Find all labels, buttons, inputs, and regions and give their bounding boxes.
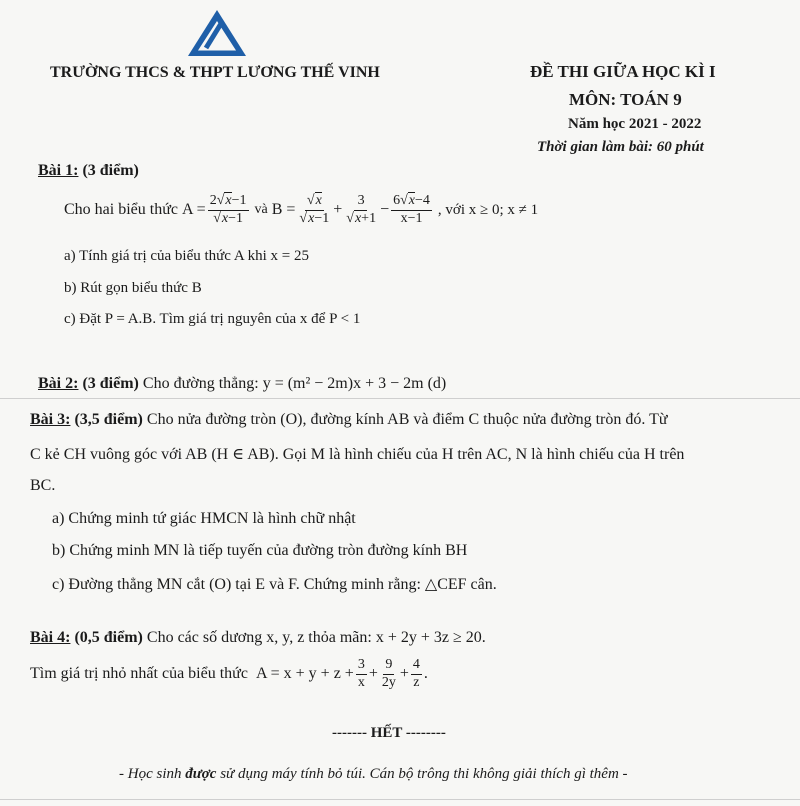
footer-note-bold: được bbox=[185, 766, 217, 782]
bai4-points: (0,5 điểm) bbox=[70, 629, 143, 646]
expr-b-term2: $\frac{3}{√x+1}$ bbox=[346, 193, 377, 226]
school-name: TRƯỜNG THCS & THPT LƯƠNG THẾ VINH bbox=[50, 64, 380, 81]
bai1-title: Bài 1: bbox=[38, 162, 79, 179]
expr-b-label: B = bbox=[271, 201, 296, 218]
bai4-frac-2: $\frac{9}{2y}$ bbox=[381, 657, 396, 690]
bai2-points: (3 điểm) bbox=[78, 375, 139, 392]
bai2-line bbox=[38, 375, 446, 393]
expr-b-term1: $\frac{√x}{√x-1}$ bbox=[299, 193, 330, 226]
exam-title: ĐỀ THI GIỮA HỌC KÌ I bbox=[530, 62, 716, 81]
bai3-question-a: a) Chứng minh tứ giác HMCN là hình chữ nhật bbox=[52, 510, 356, 527]
bai1-question-c: c) Đặt P = A.B. Tìm giá trị nguyên của x để P < 1 bbox=[64, 311, 361, 327]
bai1-condition: , với x ≥ 0; x ≠ 1 bbox=[437, 201, 539, 218]
expr-b-term3: $\frac{6√x-4}{x-1}$ bbox=[393, 193, 430, 226]
bottom-divider bbox=[0, 799, 800, 800]
end-mark: ------- HẾT -------- bbox=[332, 725, 446, 741]
period: . bbox=[423, 665, 428, 682]
bai1-heading bbox=[38, 162, 139, 180]
bai1-question-b: b) Rút gọn biểu thức B bbox=[64, 280, 202, 296]
footer-note: - Học sinh được sử dụng máy tính bỏ túi. Cán bộ trông thi không giải thích gì thêm - bbox=[119, 766, 628, 782]
bai4-line1 bbox=[30, 629, 486, 647]
bai4-text-1: Cho các số dương x, y, z thỏa mãn: x + 2y + 3z ≥ 20. bbox=[142, 629, 486, 646]
plus-sign: + bbox=[368, 665, 378, 682]
and-word: và bbox=[254, 202, 268, 217]
minus-sign: − bbox=[380, 201, 390, 218]
bai3-line3: BC. bbox=[30, 477, 56, 494]
bai4-text-2: Tìm giá trị nhỏ nhất của biểu thức bbox=[30, 665, 248, 682]
bai4-expr-label: A = x + y + z + bbox=[255, 665, 354, 682]
bai2-text: Cho đường thẳng: y = (m² − 2m)x + 3 − 2m (d) bbox=[138, 375, 447, 392]
school-logo bbox=[186, 8, 248, 60]
expr-a-label: A = bbox=[181, 201, 206, 218]
bai3-title: Bài 3: bbox=[30, 411, 71, 428]
bai1-points: (3 điểm) bbox=[78, 162, 139, 179]
bai3-question-c: c) Đường thẳng MN cắt (O) tại E và F. Chứng minh rằng: △CEF cân. bbox=[52, 576, 497, 593]
bai3-line2: C kẻ CH vuông góc với AB (H ∈ AB). Gọi M là hình chiếu của H trên AC, N là hình chiếu của H trên bbox=[30, 446, 685, 463]
bai4-frac-3: $\frac{4}{z}$ bbox=[412, 657, 420, 690]
exam-subject: MÔN: TOÁN 9 bbox=[569, 90, 682, 109]
bai3-text-1: Cho nửa đường tròn (O), đường kính AB và điểm C thuộc nửa đường tròn đó. Từ bbox=[142, 411, 668, 428]
school-year: Năm học 2021 - 2022 bbox=[568, 116, 702, 132]
bai3-points: (3,5 điểm) bbox=[70, 411, 143, 428]
bai3-question-b: b) Chứng minh MN là tiếp tuyến của đường tròn đường kính BH bbox=[52, 542, 468, 559]
bai3-line1 bbox=[30, 411, 668, 429]
bai2-title: Bài 2: bbox=[38, 375, 79, 392]
bai1-expression bbox=[64, 188, 538, 232]
bai4-title: Bài 4: bbox=[30, 629, 71, 646]
bai4-frac-1: $\frac{3}{x}$ bbox=[357, 657, 365, 690]
bai1-intro: Cho hai biểu thức bbox=[64, 201, 178, 218]
bai4-line2 bbox=[30, 652, 428, 696]
exam-duration: Thời gian làm bài: 60 phút bbox=[537, 139, 704, 155]
expr-a-fraction: $\frac{2√x-1}{√x-1}$ bbox=[209, 193, 247, 226]
plus-sign: + bbox=[333, 201, 343, 218]
section-divider bbox=[0, 398, 800, 399]
bai1-question-a: a) Tính giá trị của biểu thức A khi x = 25 bbox=[64, 248, 310, 264]
plus-sign: + bbox=[399, 665, 409, 682]
